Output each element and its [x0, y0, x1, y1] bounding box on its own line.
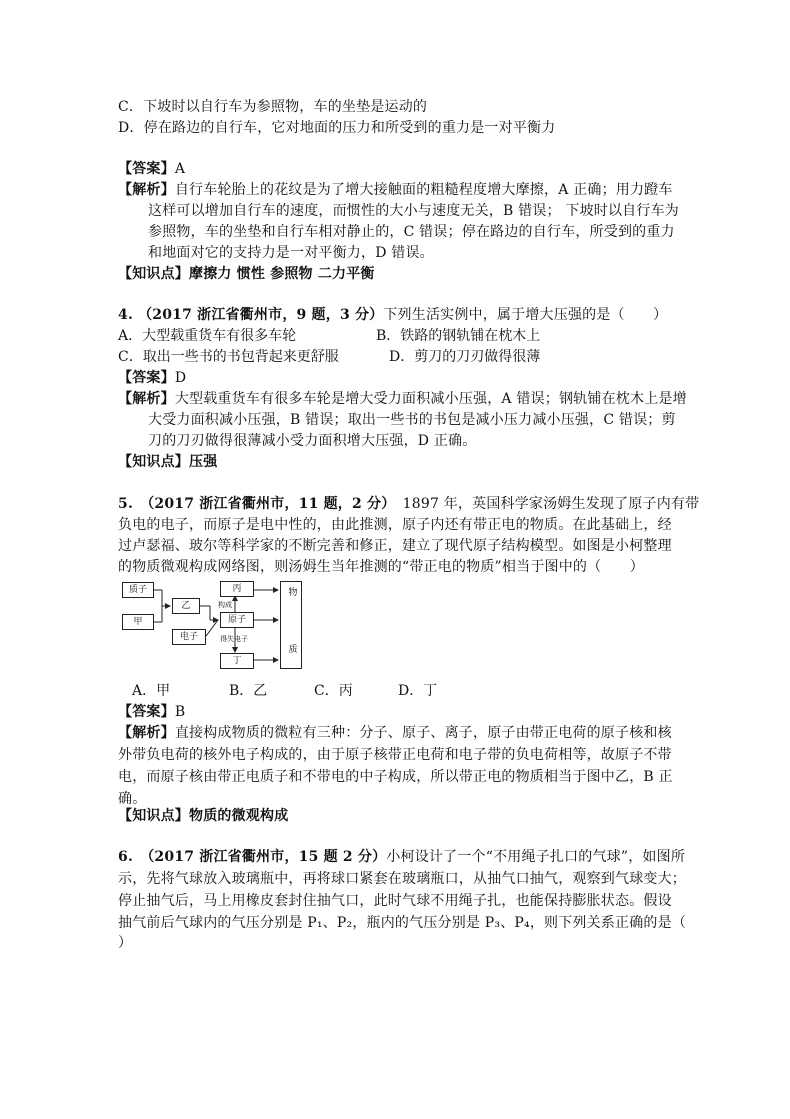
analysis-line: 直接构成物质的微粒有三种：分子、原子、离子，原子由带正电荷的原子核和核 — [174, 725, 672, 741]
diagram-box-proton: 质子 — [122, 582, 154, 598]
answer-label: 【答案】 — [118, 161, 175, 177]
analysis-line: 确。 — [118, 791, 147, 807]
answer-value: A — [174, 161, 186, 177]
analysis-line: 电，而原子核由带正电质子和不带电的中子构成，所以带正电的物质相当于图中乙，B 正 — [118, 769, 673, 785]
knowledge-label: 【知识点】 — [118, 454, 189, 470]
question-source: 6. （2017 浙江省衢州市，15 题 2 分） — [118, 849, 387, 865]
q4-knowledge — [118, 452, 217, 472]
analysis-line: 参照物，车的坐垫和自行车相对静止的，C 错误；停在路边的自行车，所受到的重力 — [148, 224, 675, 240]
q4-answer — [118, 368, 186, 388]
question-source: 5. （2017 浙江省衢州市，11 题，2 分） — [118, 496, 389, 512]
knowledge-value: 压强 — [189, 454, 218, 470]
diagram-box-jia: 甲 — [122, 614, 154, 630]
question-text-line: 示，先将气球放入玻璃瓶中，再将球口紧套在玻璃瓶口，从抽气口抽气，观察到气球变大； — [118, 871, 686, 887]
q4-option-d: D．剪刀的刀刃做得很薄 — [389, 349, 541, 365]
q3-option-d: D．停在路边的自行车，它对地面的压力和所受到的重力是一对平衡力 — [118, 120, 556, 136]
knowledge-value: 物质的微观构成 — [189, 808, 289, 824]
q3-option-c: C．下坡时以自行车为参照物，车的坐垫是运动的 — [118, 99, 428, 115]
q5-answer — [118, 702, 185, 722]
answer-value: B — [174, 704, 186, 720]
analysis-label: 【解析】 — [118, 182, 175, 198]
question-text: 1897 年，英国科学家汤姆生发现了原子内有带 — [388, 496, 700, 512]
analysis-line: 这样可以增加自行车的速度，而惯性的大小与速度无关，B 错误； 下坡时以自行车为 — [148, 203, 679, 219]
analysis-line: 大型载重货车有很多车轮是增大受力面积减小压强，A 错误；钢轨铺在枕木上是增 — [174, 391, 687, 407]
question-text-line: 负电的电子，而原子是电中性的，由此推测，原子内还有带正电的物质。在此基础上，经 — [118, 517, 672, 533]
q6-stem — [118, 847, 685, 867]
q3-analysis — [118, 180, 673, 200]
q5-option-d: D．丁 — [398, 683, 438, 699]
diagram-label-compose: 构成 — [218, 601, 232, 609]
q4-option-a: A．大型载重货车有很多车轮 — [118, 328, 297, 344]
question-source: 4. （2017 浙江省衢州市，9 题，3 分） — [118, 307, 384, 323]
q4-analysis — [118, 389, 687, 409]
matter-composition-diagram — [118, 578, 308, 674]
question-text: 小柯设计了一个“不用绳子扎口的气球”，如图所 — [386, 849, 686, 865]
q5-stem — [118, 494, 699, 514]
diagram-label-gain-lose-electrons: 得失电子 — [220, 635, 248, 643]
diagram-box-ding: 丁 — [220, 653, 254, 669]
analysis-label: 【解析】 — [118, 725, 175, 741]
q5-knowledge — [118, 806, 288, 826]
q5-option-b: B．乙 — [229, 683, 268, 699]
question-text: 下列生活实例中，属于增大压强的是（ ） — [383, 307, 668, 323]
question-text-line: 抽气前后气球内的气压分别是 P₁、P₂，瓶内的气压分别是 P₃、P₄，则下列关系正确的是（ — [118, 915, 687, 931]
q4-stem — [118, 305, 667, 325]
analysis-line: 大受力面积减小压强，B 错误；取出一些书的书包是减小压力减小压强，C 错误；剪 — [148, 412, 676, 428]
knowledge-label: 【知识点】 — [118, 808, 189, 824]
q3-answer — [118, 159, 185, 179]
q3-knowledge — [118, 264, 375, 284]
q4-option-c: C．取出一些书的书包背起来更舒服 — [118, 349, 339, 365]
diagram-box-bing: 丙 — [220, 581, 254, 597]
analysis-line: 和地面对它的支持力是一对平衡力，D 错误。 — [148, 245, 434, 261]
analysis-line: 自行车轮胎上的花纹是为了增大接触面的粗糙程度增大摩擦，A 正确；用力蹬车 — [174, 182, 673, 198]
q4-option-b: B．铁路的钢轨铺在枕木上 — [376, 328, 541, 344]
answer-label: 【答案】 — [118, 370, 175, 386]
diagram-box-yi: 乙 — [172, 598, 200, 614]
question-text-line: 过卢瑟福、玻尔等科学家的不断完善和修正，建立了现代原子结构模型。如图是小柯整理 — [118, 538, 672, 554]
q5-analysis — [118, 723, 672, 743]
answer-label: 【答案】 — [118, 704, 175, 720]
analysis-label: 【解析】 — [118, 391, 175, 407]
question-text-line: 的物质微观构成网络图，则汤姆生当年推测的“带正电的物质”相当于图中的（ ） — [118, 559, 644, 575]
q5-option-a: A．甲 — [132, 683, 171, 699]
answer-value: D — [174, 370, 187, 386]
diagram-box-electron: 电子 — [172, 629, 206, 645]
analysis-line: 外带负电荷的核外电子构成的，由于原子核带正电荷和电子带的负电荷相等，故原子不带 — [118, 747, 672, 763]
diagram-box-matter: 物 质 — [280, 581, 302, 669]
question-text-line: ） — [118, 935, 133, 951]
knowledge-value: 摩擦力 惯性 参照物 二力平衡 — [189, 266, 375, 282]
q5-option-c: C．丙 — [314, 683, 353, 699]
analysis-line: 刀的刀刃做得很薄减小受力面积增大压强，D 正确。 — [148, 433, 477, 449]
diagram-box-atom: 原子 — [220, 612, 254, 628]
question-text-line: 停止抽气后，马上用橡皮套封住抽气口，此时气球不用绳子扎，也能保持膨胀状态。假设 — [118, 893, 672, 909]
knowledge-label: 【知识点】 — [118, 266, 189, 282]
